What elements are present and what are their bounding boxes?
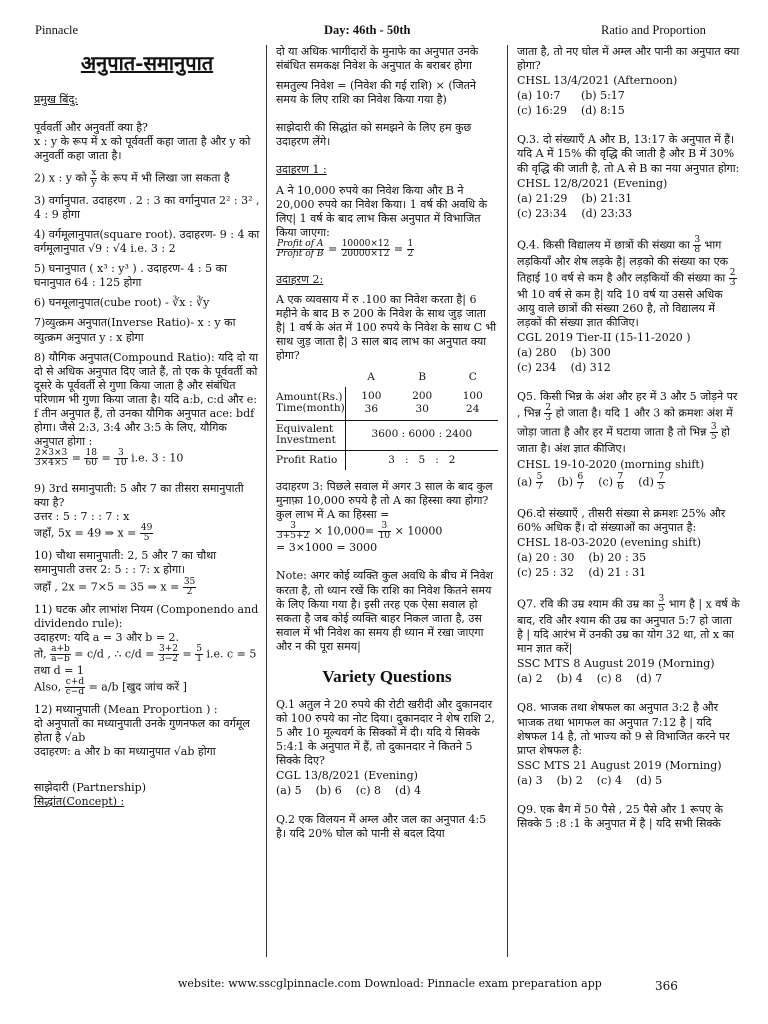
question-5: Q5. किसी भिन्न के अंश और हर में 3 और 5 जोड़ने पर , भिन्न $\frac{2}{3}$ हो जाता है। यदि 1 और 3 को क्रमशः अंश में जोड़ा जाता है और हर में घटाया जाता है तो भिन्न $\frac{3}{5}$ हो जाता है। अंश ज्ञात कीजिए। <box>517 390 738 456</box>
point-9: 9) 3rd समानुपाती: 5 और 7 का तीसरा समानुपाती क्या है? उत्तर : 5 : 7 : : 7 : x जहाँ, 5x = 49 ⇒ x = $\frac{49}{5}$ <box>34 482 244 544</box>
question-7: Q7. रवि की उम्र श्याम की उम्र का $\frac{3}{5}$ भाग है | x वर्ष के बाद, रवि और श्याम की उम्र का अनुपात 5:7 हो जाता है | यदि आरंभ में उनकी उम्र का योग 32 था, तो x का मान ज्ञात करें| <box>517 594 740 656</box>
example-2-heading: उदाहरण 2: <box>276 272 324 286</box>
question-8-options: (a) 3 (b) 2 (c) 4 (d) 5 <box>517 773 663 787</box>
question-1-options: (a) 5 (b) 6 (c) 8 (d) 4 <box>276 784 422 798</box>
column-1 <box>34 45 260 957</box>
partnership-heading: साझेदारी (Partnership) सिद्धांत(Concept) : <box>34 781 147 809</box>
point-6: 6) घनमूलानुपात(cube root) - ∛x : ∛y <box>34 296 210 310</box>
note: Note: अगर कोई व्यक्ति कुल अवधि के बीच में निवेश करता है, तो ध्यान रखें कि राशि का निवेश कितने समय के लिए किया गया है। इसी तरह एक ऐसा सवाल हो सकता है जब कोई व्यक्ति बाहर निकल जाता है, उस सवाल में भी निवेश का समय ही ध्यान में रखा जाएगा और न की पूरा समय| <box>276 569 494 653</box>
header-day: Day: 46th - 50th <box>324 23 411 37</box>
column-2 <box>276 45 498 957</box>
example-2: A एक व्यवसाय में रु .100 का निवेश करता है| 6 महीने के बाद B रु 200 के निवेश के साथ जुड़ जाता है| 1 वर्ष के अंत में 100 रुपये के निवेश के साथ C भी साथ जुड़ जाता है| 3 साल बाद लाभ का अनुपात क्या होगा? <box>276 292 497 363</box>
question-1: Q.1 अतुल ने 20 रुपये की रोटी खरीदी और दुकानदार को 100 रुपये का नोट दिया। दुकानदार ने शेष राशि 2, 5 और 10 मूल्यवर्ग के सिक्कों में दी। यदि ये सिक्के 5:4:1 के अनुपात में हैं, तो दुकानदार ने कितने 5 सिक्के दिए? <box>276 697 495 768</box>
question-5-options: (a) $\frac{5}{7}$ (b) $\frac{6}{7}$ (c) $\frac{7}{6}$ (d) $\frac{7}{5}$ <box>517 471 665 492</box>
equivalent-investment-formula: समतुल्य निवेश = (निवेश की गई राशि) × (जितने समय के लिए राशि का निवेश किया गया है) <box>276 79 477 107</box>
investment-table: A B C Amount(Rs.) Time(month) 100 36 200 30 100 24 Equivalent Investment 3600 : 6000 : 2400 Profit Ratio 3 : 5 : 2 <box>276 369 498 470</box>
point-10: 10) चौथा समानुपाती: 2, 5 और 7 का चौथा समानुपाती उत्तर 2: 5 : : 7: x होगा। जहाँ , 2x = 7×5 = 35 ⇒ x = $\frac{35}{2}$ <box>34 549 217 597</box>
question-2-continued: जाता है, तो नए घोल में अम्ल और पानी का अनुपात क्या होगा? <box>517 45 740 73</box>
point-4: 4) वर्गमूलानुपात(square root). उदाहरण- 9 : 4 का वर्गमूलानुपात √9 : √4 i.e. 3 : 2 <box>34 228 260 256</box>
header-topic: Ratio and Proportion <box>601 23 706 37</box>
question-3-source: CHSL 12/8/2021 (Evening) <box>517 176 668 190</box>
point-5: 5) घनानुपात ( x³ : y³ ) . उदाहरण- 4 : 5 का घनानुपात 64 : 125 होगा <box>34 262 227 290</box>
table-row-label: Equivalent Investment <box>276 420 345 450</box>
header-brand: Pinnacle <box>35 23 79 37</box>
table-row-label: Profit Ratio <box>276 450 345 470</box>
column-divider <box>266 45 267 957</box>
example-1-heading: उदाहरण 1 : <box>276 163 327 177</box>
point-2: 2) x : y को $\frac{x}{y}$ के रूप में भी लिखा जा सकता है <box>34 167 230 188</box>
page-title: अनुपात-समानुपात <box>80 51 214 75</box>
question-6: Q6.दो संख्याएँ , तीसरी संख्या से क्रमशः 25% और 60% अधिक हैं। दो संख्याओं का अनुपात है: <box>517 506 726 534</box>
question-1-source: CGL 13/8/2021 (Evening) <box>276 769 418 783</box>
example-1: A ने 10,000 रुपये का निवेश किया और B ने 20,000 रुपये का निवेश किया। 1 वर्ष की अवधि के लिए| 1 वर्ष के बाद लाभ किस अनुपात में विभाजित किया जाएगा: $\frac{\text{Profit of A}}{\text{Profit of B}}$ = $\frac{10000\times 12}{20000\times 12}$ = $\frac{1}{2}$ <box>276 183 488 259</box>
point-7: 7)व्युत्क्रम अनुपात(Inverse Ratio)- x : y का व्युत्क्रम अनुपात y : x होगा <box>34 316 236 344</box>
question-9: Q9. एक बैग में 50 पैसे , 25 पैसे और 1 रूपए के सिक्के 5 :8 :1 के अनुपात में है | यदि सभी सिक्के <box>517 802 723 830</box>
question-7-options: (a) 2 (b) 4 (c) 8 (d) 7 <box>517 672 663 686</box>
point-8: 8) यौगिक अनुपात(Compound Ratio): यदि दो या दो से अधिक अनुपात दिए जाते हैं, तो एक के पूर्ववर्ती को दूसरे के पूर्ववर्ती से गुणा किया जाता है और संबंधित परिणाम भी गुणा किया जाता है। यदि a:b, c:d और e: f तीन अनुपात हैं, तो उनका यौगिक अनुपात ace: bdf होगा। जैसे 2:3, 3:4 और 3:5 के लिए, यौगिक अनुपात होगा : $\frac{2\times 3\times 3}{3\times 4\times 5}$ = $\frac{18}{60}$ = $\frac{3}{10}$ i.e. 3 : 10 <box>34 350 259 469</box>
variety-questions-heading: Variety Questions <box>322 666 452 686</box>
question-6-source: CHSL 18-03-2020 (evening shift) <box>517 535 702 549</box>
question-4-options: (a) 280 (b) 300 (c) 234 (d) 312 <box>517 346 611 375</box>
question-2: Q.2 एक विलयन में अम्ल और जल का अनुपात 4:5 है। यदि 20% घोल को पानी से बदल दिया <box>276 813 487 841</box>
point-3: 3) वर्गानुपात. उदाहरण . 2 : 3 का वर्गानुपात 2² : 3² , 4 : 9 होगा <box>34 193 260 221</box>
question-4-source: CGL 2019 Tier-II (15-11-2020 ) <box>517 331 691 345</box>
question-3-options: (a) 21:29 (b) 21:31 (c) 23:34 (d) 23:33 <box>517 191 633 220</box>
question-8-source: SSC MTS 21 August 2019 (Morning) <box>517 758 722 772</box>
question-2-options: (a) 10:7 (b) 5:17 (c) 16:29 (d) 8:15 <box>517 89 625 118</box>
point-11: 11) घटक और लाभांश नियम (Componendo and dividendo rule): उदाहरण: यदि a = 3 और b = 2. तो, $\frac{a+b}{a-b}$ = c/d , ∴ c/d = $\frac{3+2}{3-2}$ = $\frac{5}{1}$ i.e. c = 5 तथा d = 1 Also, $\frac{c+d}{c-d}$ = a/b [खुद जांच करें ] <box>34 602 259 697</box>
question-3: Q.3. दो संख्याएँ A और B, 13:17 के अनुपात में हैं। यदि A में 15% की वृद्धि की जाती है और B में 30% की वृद्धि की जाती है, तो A से B का नया अनुपात होगा: <box>517 133 740 175</box>
key-points-heading: प्रमुख बिंदु: <box>34 92 79 106</box>
question-5-source: CHSL 19-10-2020 (morning shift) <box>517 457 705 471</box>
partnership-intro: दो या अधिक भागीदारों के मुनाफे का अनुपात उनके संबंधित समकक्ष निवेश के अनुपात के बराबर होगा <box>276 45 479 73</box>
question-7-source: SSC MTS 8 August 2019 (Morning) <box>517 657 715 671</box>
examples-intro: साझेदारी की सिद्धांत को समझने के लिए हम कुछ उदाहरण लेंगे। <box>276 121 472 149</box>
page-header <box>0 22 768 38</box>
question-2-source: CHSL 13/4/2021 (Afternoon) <box>517 74 678 88</box>
page-number: 366 <box>655 979 678 993</box>
column-divider <box>507 45 508 957</box>
point-12: 12) मध्यानुपाती (Mean Proportion ) : दो अनुपातों का मध्यानुपाती उनके गुणनफल का वर्गमूल होता है √ab उदाहरण: a और b का मध्यानुपात √ab होगा <box>34 702 250 759</box>
footer-website: website: www.sscglpinnacle.com Download: Pinnacle exam preparation app <box>178 977 602 990</box>
question-6-options: (a) 20 : 30 (b) 20 : 35 (c) 25 : 32 (d) 21 : 31 <box>517 550 647 579</box>
question-8: Q8. भाजक तथा शेषफल का अनुपात 3:2 है और भाजक तथा भागफल का अनुपात 7:12 है | यदि शेषफल 14 है, तो भाज्य को 9 से विभाजित करने पर प्राप्त शेषफल है: <box>517 701 730 757</box>
question-4: Q.4. किसी विद्यालय में छात्रों की संख्या का $\frac{3}{8}$ भाग लड़कियाँ और शेष लड़के है| लड़को की संख्या का एक तिहाई 10 वर्ष से कम है और लड़कियों की संख्या का $\frac{2}{3}$ भी 10 वर्ष से कम है| यदि 10 वर्ष या उससे अधिक आयु वाले छात्रों की संख्या 260 है, तो विद्यालय में लड़कों की संख्या ज्ञात कीजिए। <box>517 234 736 330</box>
table-row-label: Amount(Rs.) Time(month) <box>276 387 345 420</box>
column-3 <box>517 45 741 957</box>
example-3: उदाहरण 3: पिछले सवाल में अगर 3 साल के बाद कुल मुनाफ़ा 10,000 रुपये है तो A का हिस्सा क्या होगा? कुल लाभ में A का हिस्सा = $\frac{3}{3+5+2}$ × 10,000= $\frac{3}{10}$ × 10000 = 3×1000 = 3000 <box>276 480 493 555</box>
antecedent-question: पूर्ववर्ती और अनुवर्ती क्या है? x : y के रूप में x को पूर्ववर्ती कहा जाता है और y को अनुवर्ती कहा जाता है। <box>34 120 251 162</box>
